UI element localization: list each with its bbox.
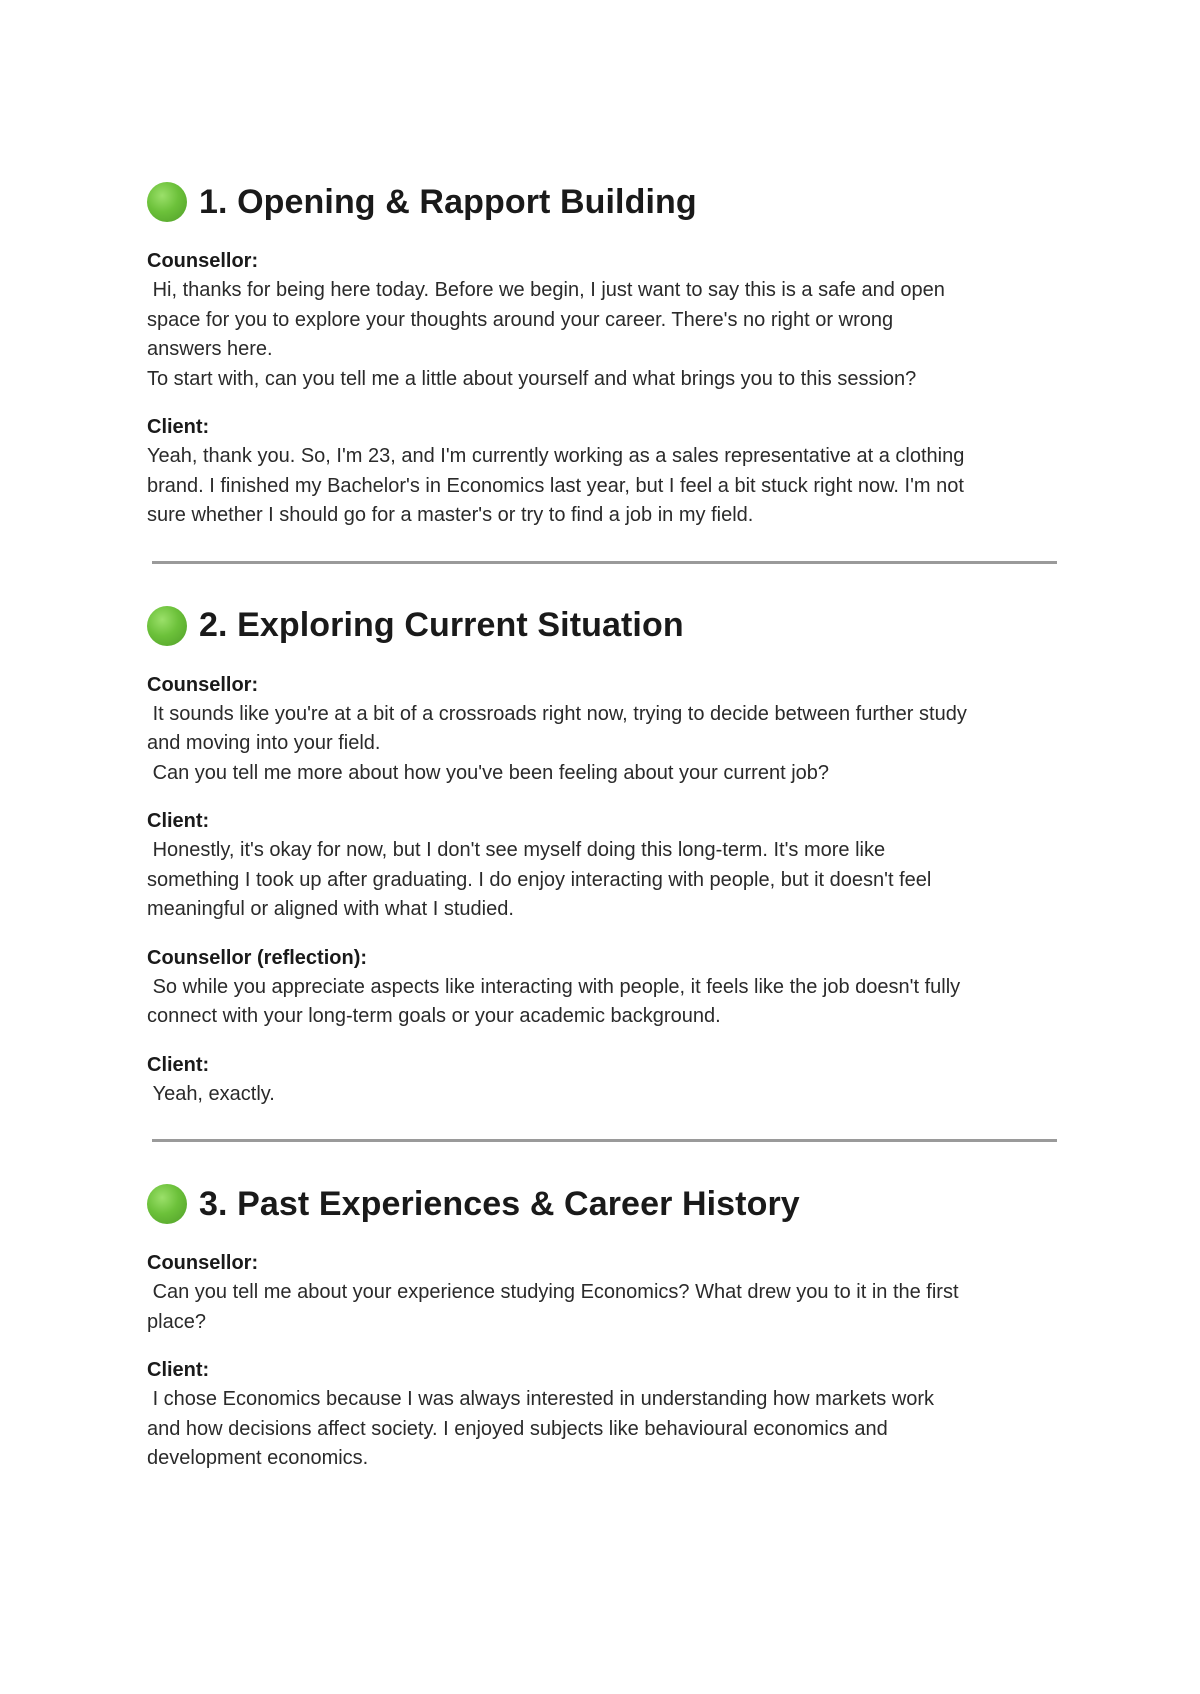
speaker-label: Client:: [147, 1053, 210, 1076]
dialogue-turn: [147, 1248, 1067, 1337]
dialogue-turn: [147, 806, 1067, 925]
green-circle-icon: [147, 1184, 187, 1224]
dialogue-line: brand. I finished my Bachelor's in Economics last year, but I feel a bit stuck right now. I'm not: [147, 474, 964, 497]
dialogue-turn: [147, 412, 1067, 531]
section-divider: [152, 1139, 1057, 1142]
section-divider: [152, 561, 1057, 564]
speaker-label: Counsellor:: [147, 673, 259, 696]
speaker-label: Counsellor:: [147, 250, 259, 272]
speaker-label: Counsellor:: [147, 1252, 259, 1274]
dialogue-turn: [147, 1050, 1067, 1110]
speaker-label: Client:: [147, 1359, 210, 1381]
dialogue-turn: [147, 1355, 1067, 1474]
dialogue-line: and moving into your field.: [147, 732, 381, 754]
section-heading: [147, 1182, 1067, 1226]
dialogue-line: connect with your long-term goals or your academic background.: [147, 1005, 721, 1027]
dialogue-turn: [147, 670, 1067, 789]
dialogue-line: It sounds like you're at a bit of a crossroads right now, trying to decide between further study: [147, 702, 967, 725]
dialogue-line: Honestly, it's okay for now, but I don't see myself doing this long-term. It's more like: [147, 839, 886, 861]
section-2: [147, 604, 1067, 1110]
dialogue-line: Yeah, thank you. So, I'm 23, and I'm currently working as a sales representative at a clothing: [147, 445, 965, 467]
dialogue-line: development economics.: [147, 1447, 369, 1469]
document-page: [147, 180, 1067, 1492]
dialogue-line: Can you tell me more about how you've been feeling about your current job?: [147, 761, 830, 784]
dialogue-line: something I took up after graduating. I do enjoy interacting with people, but it doesn't feel: [147, 868, 932, 891]
dialogue-line: meaningful or aligned with what I studied.: [147, 898, 514, 920]
dialogue-line: I chose Economics because I was always interested in understanding how markets work: [147, 1388, 935, 1410]
dialogue-line: Yeah, exactly.: [147, 1082, 275, 1105]
section-3: [147, 1182, 1067, 1474]
section-title: 2. Exploring Current Situation: [199, 606, 684, 644]
section-title: 1. Opening & Rapport Building: [199, 182, 697, 221]
dialogue-line: and how decisions affect society. I enjoyed subjects like behavioural economics and: [147, 1417, 888, 1440]
speaker-label: Client:: [147, 810, 210, 832]
dialogue-turn: [147, 943, 1067, 1032]
dialogue-turn: [147, 246, 1067, 394]
section-title: 3. Past Experiences & Career History: [199, 1184, 800, 1223]
green-circle-icon: [147, 182, 187, 222]
dialogue-line: sure whether I should go for a master's or try to find a job in my field.: [147, 504, 754, 526]
dialogue-line: Hi, thanks for being here today. Before we begin, I just want to say this is a safe and open: [147, 279, 945, 301]
dialogue-line: Can you tell me about your experience studying Economics? What drew you to it in the first: [147, 1281, 959, 1303]
dialogue-line: To start with, can you tell me a little about yourself and what brings you to this session?: [147, 367, 917, 390]
speaker-label: Client:: [147, 416, 210, 438]
dialogue-line: answers here.: [147, 338, 273, 360]
dialogue-line: space for you to explore your thoughts around your career. There's no right or wrong: [147, 308, 894, 331]
green-circle-icon: [147, 606, 187, 646]
dialogue-line: So while you appreciate aspects like interacting with people, it feels like the job doesn't fully: [147, 975, 961, 998]
dialogue-line: place?: [147, 1310, 206, 1333]
section-heading: [147, 604, 1067, 648]
section-heading: [147, 180, 1067, 224]
section-1: [147, 180, 1067, 531]
speaker-label: Counsellor (reflection):: [147, 946, 368, 969]
